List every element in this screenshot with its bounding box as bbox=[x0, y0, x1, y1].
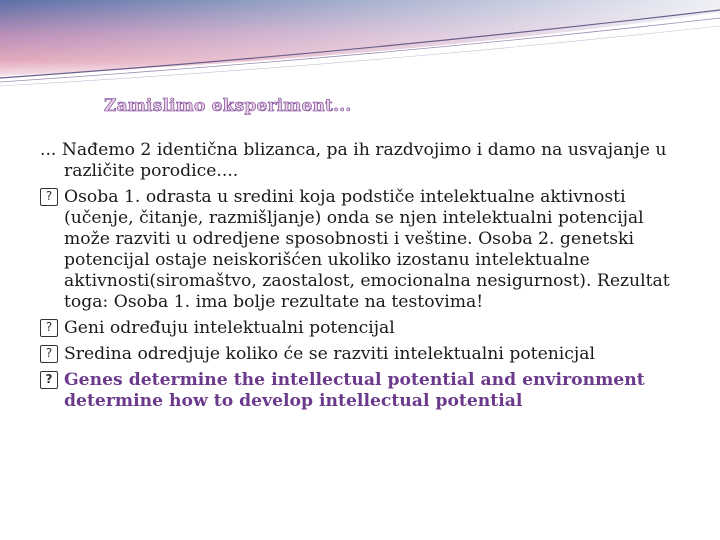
slide-title: Zamislimo eksperiment... bbox=[104, 96, 352, 116]
missing-glyph-box-icon bbox=[40, 345, 58, 363]
bullet-item-english-summary bbox=[40, 370, 680, 412]
bullet-text: Osoba 1. odrasta u sredini koja podstiče intelektualne aktivnosti (učenje, čitanje, razmišljanje) onda se njen intelektualni potencijal može razviti u odredjene sposobnosti i veštine. Osoba 2. genetski potencijal ostaje neiskorišćen ukoliko izostanu intelektualne aktivnosti(siromaštvo, zaostalost, emocionalna nesigurnost). Rezultat toga: Osoba 1. ima bolje rezultate na testovima! bbox=[64, 187, 670, 312]
intro-paragraph: ... Nađemo 2 identična blizanca, pa ih razdvojimo i damo na usvajanje u različite porodice.... bbox=[40, 140, 667, 181]
bullet-item-genes bbox=[40, 318, 680, 339]
slide-body bbox=[40, 140, 680, 417]
bullet-text: Sredina odredjuje koliko će se razviti intelektualni potenicjal bbox=[64, 344, 596, 364]
header-decoration bbox=[0, 0, 720, 100]
bullet-text: Geni određuju intelektualni potencijal bbox=[64, 318, 395, 338]
bullet-item-person-example bbox=[40, 187, 680, 313]
missing-glyph-box-icon bbox=[40, 319, 58, 337]
bullet-text: Genes determine the intellectual potential and environment determine how to develop intellectual potential bbox=[64, 370, 645, 411]
missing-glyph-box-icon bbox=[40, 371, 58, 389]
missing-glyph-box-icon bbox=[40, 188, 58, 206]
bullet-item-environment bbox=[40, 344, 680, 365]
